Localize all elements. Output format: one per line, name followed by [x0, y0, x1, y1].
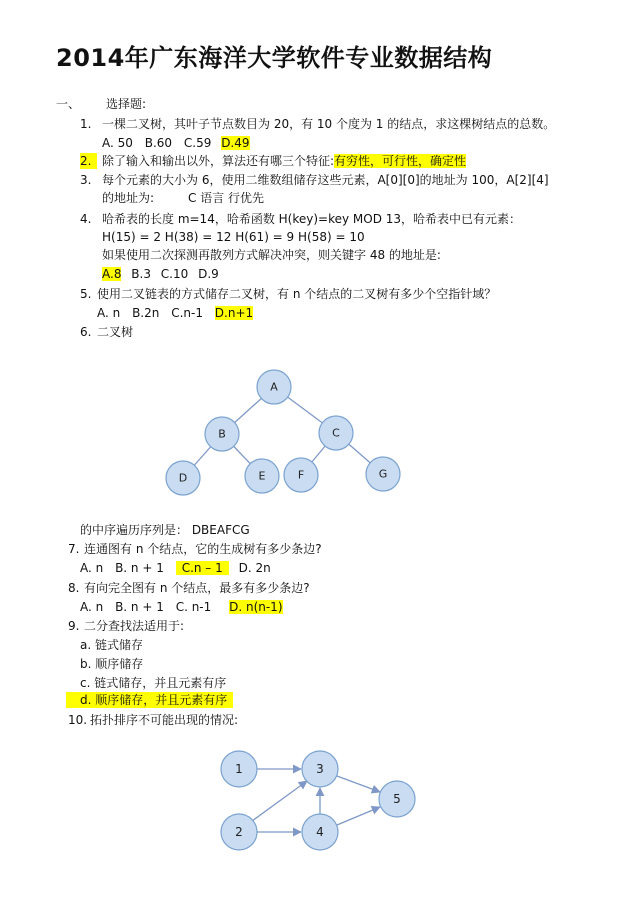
q1-option-b: B.60 — [144, 136, 173, 150]
q5-option-d-answer: D.n+1 — [214, 306, 254, 320]
graph-node-3-label: 3 — [316, 762, 324, 776]
q7-options — [80, 560, 271, 576]
q1-option-d-answer: D.49 — [221, 136, 250, 150]
q5-option-a: A. n — [97, 306, 121, 320]
q1-text: 一棵二叉树，其叶子节点数目为 20，有 10 个度为 1 的结点，求这棵树结点的总数。 — [102, 117, 556, 131]
q8-option-b: B. n + 1 — [115, 600, 164, 614]
tree-node-a-label: A — [270, 380, 278, 394]
q9-option-d-answer: d. 顺序储存，并且元素有序 — [66, 692, 233, 708]
tree-node-g-label: G — [378, 467, 388, 481]
q6-text: 二叉树 — [97, 325, 134, 339]
tree-node-d-label: D — [178, 471, 188, 485]
topological-graph-diagram — [200, 744, 420, 864]
q5-number: 5. — [80, 287, 92, 301]
q3-answer: C 语言 行优先 — [188, 191, 265, 205]
q2-line — [102, 153, 466, 169]
q3-line1: 每个元素的大小为 6，使用二维数组储存这些元素，A[0][0]的地址为 100，A[2][4] — [102, 173, 549, 187]
q4-line3: 如果使用二次探测再散列方式解决冲突，则关键字 48 的地址是: — [102, 248, 441, 262]
q1-option-c: C.59 — [183, 136, 212, 150]
q4-line2: H(15) = 2 H(38) = 12 H(61) = 9 H(58) = 10 — [102, 230, 365, 244]
tree-node-c-label: C — [332, 426, 340, 440]
q8-options — [80, 599, 283, 615]
edge-3-5 — [337, 776, 380, 792]
q9-number: 9. — [68, 619, 80, 633]
binary-tree-diagram — [155, 362, 415, 502]
q10-text: 拓扑排序不可能出现的情况: — [90, 713, 239, 727]
tree-node-f-label: F — [297, 468, 305, 482]
q5-option-b: B.2n — [132, 306, 160, 320]
q5-option-c: C.n-1 — [171, 306, 203, 320]
q3-number: 3. — [80, 173, 92, 187]
q8-option-a: A. n — [80, 600, 104, 614]
q10-number: 10. — [68, 713, 88, 727]
graph-node-4-label: 4 — [316, 825, 324, 839]
q8-option-c: C. n-1 — [175, 600, 212, 614]
edge-2-3 — [252, 781, 307, 821]
q7-option-d: D. 2n — [238, 561, 271, 575]
q9-option-b: b. 顺序储存 — [80, 657, 144, 671]
q4-option-c: C.10 — [160, 267, 189, 281]
page-title: 2014年广东海洋大学软件专业数据结构 — [56, 44, 493, 72]
q4-line1: 哈希表的长度 m=14，哈希函数 H(key)=key MOD 13，哈希表中已有元素： — [102, 212, 522, 226]
q7-option-a: A. n — [80, 561, 104, 575]
q8-number: 8. — [68, 581, 80, 595]
q5-text: 使用二叉链表的方式储存二叉树，有 n 个结点的二叉树有多少个空指针域？ — [97, 287, 497, 301]
q7-option-c-answer: C.n – 1 — [176, 561, 229, 575]
tree-node-e-label: E — [258, 469, 266, 483]
q7-option-b: B. n + 1 — [115, 561, 164, 575]
q1-options — [102, 135, 250, 151]
q6-inorder-text: 的中序遍历序列是： DBEAFCG — [80, 523, 250, 537]
q4-number: 4. — [80, 212, 92, 226]
q7-text: 连通图有 n 个结点，它的生成树有多少条边? — [84, 542, 322, 556]
graph-node-2-label: 2 — [235, 825, 243, 839]
q8-text: 有向完全图有 n 个结点，最多有多少条边? — [84, 581, 310, 595]
q4-options — [102, 266, 219, 282]
section-number: 一、 — [56, 97, 81, 111]
q7-number: 7. — [68, 542, 80, 556]
graph-node-5-label: 5 — [393, 792, 401, 806]
q9-option-a: a. 链式储存 — [80, 638, 143, 652]
tree-node-b-label: B — [218, 427, 226, 441]
q4-option-d: D.9 — [198, 267, 219, 281]
graph-node-1-label: 1 — [235, 762, 243, 776]
section-label: 选择题: — [106, 97, 147, 111]
q3-line2: 的地址为: — [102, 191, 155, 205]
q1-number: 1. — [80, 117, 92, 131]
q9-option-c: c. 链式储存，并且元素有序 — [80, 676, 227, 690]
q4-option-a-answer: A.8 — [102, 267, 122, 281]
q2-number: 2. — [80, 153, 97, 169]
q8-option-d-answer: D. n(n-1) — [229, 600, 283, 614]
q9-text: 二分查找法适用于: — [84, 619, 185, 633]
q4-option-b: B.3 — [131, 267, 151, 281]
q1-option-a: A. 50 — [102, 136, 133, 150]
q6-number: 6. — [80, 325, 92, 339]
q2-answer: 有穷性，可行性，确定性 — [334, 154, 467, 168]
edge-4-5 — [337, 807, 380, 825]
q5-options — [97, 305, 253, 321]
q2-text: 除了输入和输出以外，算法还有哪三个特征: — [102, 154, 335, 168]
